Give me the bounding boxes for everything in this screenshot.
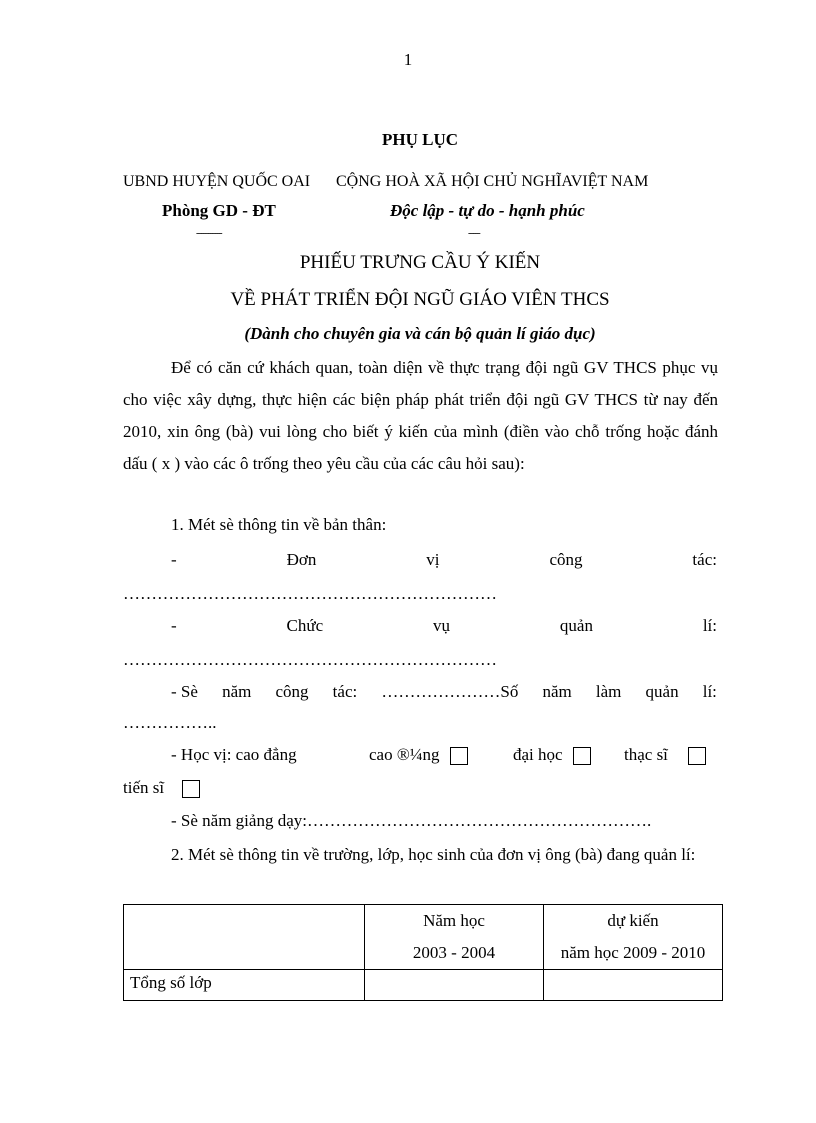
page-number: 1: [403, 50, 413, 69]
table-input-cell[interactable]: [365, 970, 544, 1001]
years-word: - Sè: [171, 682, 198, 701]
row-label-total-classes: Tổng số lớp: [124, 970, 365, 1001]
org-name: UBND HUYỆN QUỐC OAI: [123, 173, 311, 190]
years-word: năm: [222, 682, 252, 701]
position-word: lí:: [702, 616, 717, 635]
checkbox-university[interactable]: [573, 747, 591, 765]
years-word[interactable]: …………………Số: [381, 682, 519, 701]
position-line: [171, 616, 717, 636]
work-unit-dash: -: [171, 550, 177, 569]
years-line: [171, 682, 717, 702]
degree-option-master: [624, 745, 712, 765]
degree-option-university: [513, 745, 597, 765]
header-year-range: 2003 - 2004: [412, 943, 496, 962]
work-unit-word: công: [549, 550, 583, 569]
left-rule: -----------: [196, 228, 222, 239]
table-corner-cell: [124, 905, 365, 970]
checkbox-master[interactable]: [688, 747, 706, 765]
right-rule: -----: [468, 228, 480, 239]
work-unit-word: Đơn: [286, 550, 317, 569]
degree-option-label: cao ®¼ng: [369, 745, 440, 764]
teaching-years-line[interactable]: - Sè năm giảng dạy:…………………………………………………….: [171, 811, 652, 830]
motto: Độc lập - tự do - hạnh phúc: [390, 201, 585, 220]
years-word: công: [275, 682, 309, 701]
years-word: lí:: [702, 682, 717, 701]
table-input-cell[interactable]: [544, 970, 723, 1001]
position-word: Chức: [286, 616, 324, 635]
years-word: tác:: [332, 682, 358, 701]
checkbox-college[interactable]: [450, 747, 468, 765]
question-2: 2. Mét sè thông tin về trường, lớp, học sinh của đơn vị ông (bà) đang quản lí:: [171, 845, 696, 864]
position-blank[interactable]: …………………………………………………………: [123, 650, 497, 669]
work-unit-word: tác:: [692, 550, 717, 569]
position-dash: -: [171, 616, 177, 635]
degree-option-label: đại học: [513, 745, 563, 764]
table-header-row: [124, 905, 723, 970]
table-row: [124, 970, 723, 1001]
degree-option-college: [369, 745, 474, 765]
header-forecast-year: năm học 2009 - 2010: [560, 943, 706, 962]
header-forecast: dự kiến: [607, 911, 659, 930]
header-school-year: Năm học: [423, 911, 485, 930]
title-line-1: PHIẾU TRƯNG CẦU Ý KIẾN: [299, 252, 541, 273]
position-word: vụ: [433, 616, 451, 635]
table-header-cell: [365, 905, 544, 970]
dept-name: Phòng GD - ĐT: [162, 201, 276, 220]
work-unit-word: vị: [426, 550, 440, 569]
title-line-2: VỀ PHÁT TRIỂN ĐỘI NGŨ GIÁO VIÊN THCS: [230, 289, 610, 310]
table-header-cell: [544, 905, 723, 970]
degree-option-label: tiến sĩ: [123, 778, 165, 797]
years-word: quản: [645, 682, 679, 701]
degree-label: - Học vị: cao đẳng: [171, 745, 297, 764]
question-1: 1. Mét sè thông tin về bản thân:: [171, 515, 387, 534]
checkbox-doctor[interactable]: [182, 780, 200, 798]
intro-paragraph: Để có căn cứ khách quan, toàn diện về thực trạng đội ngũ GV THCS phục vụ cho việc xây dựng, thực hiện các biện pháp phát triển đội ngũ GV THCS từ nay đến 2010, xin ông (bà) vui lòng cho biết ý kiến của mình (điền vào chỗ trống hoặc đánh dấu ( x ) vào các ô trống theo yêu cầu của các câu hỏi sau):: [123, 358, 718, 473]
position-word: quản: [559, 616, 593, 635]
management-years-blank[interactable]: ……………..: [123, 713, 217, 732]
page-heading: PHỤ LỤC: [381, 130, 459, 149]
work-unit-line: [171, 550, 717, 570]
degree-option-doctor: [123, 778, 206, 798]
degree-option-label: thạc sĩ: [624, 745, 668, 764]
country-name: CỘNG HOÀ XÃ HỘI CHỦ NGHĨAVIỆT NAM: [336, 173, 649, 190]
stats-table: [123, 904, 723, 1001]
work-unit-blank[interactable]: …………………………………………………………: [123, 584, 497, 603]
years-word: làm: [595, 682, 622, 701]
years-word: năm: [542, 682, 572, 701]
subtitle: (Dành cho chuyên gia và cán bộ quản lí giáo dục): [244, 324, 596, 343]
